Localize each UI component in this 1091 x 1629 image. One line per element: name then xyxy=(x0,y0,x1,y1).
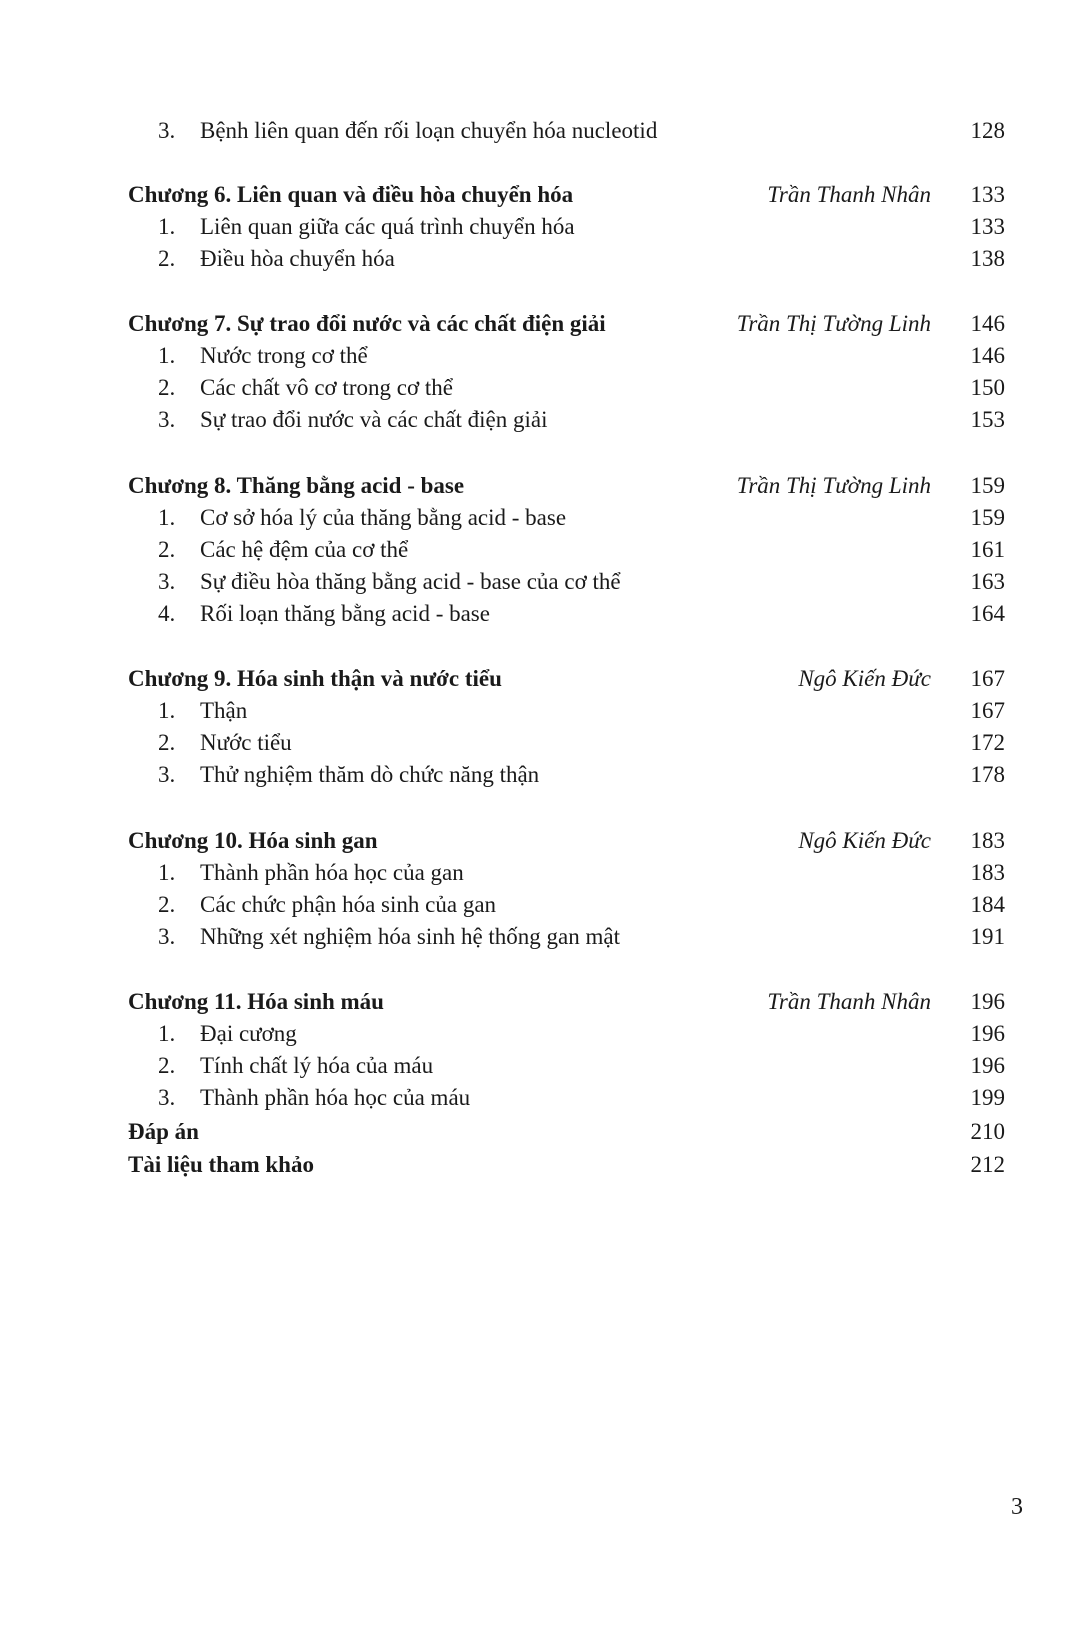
references-title: Tài liệu tham khảo xyxy=(128,1152,314,1177)
item-page: 163 xyxy=(970,569,1005,594)
item-number: 4. xyxy=(158,601,176,626)
item-number: 3. xyxy=(158,1085,176,1110)
item-page: 164 xyxy=(970,601,1005,626)
chapter-title: Chương 9. Hóa sinh thận và nước tiểu xyxy=(128,666,502,691)
item-page: 191 xyxy=(970,924,1005,949)
toc-item xyxy=(0,1017,1091,1051)
item-page: 146 xyxy=(970,343,1005,368)
chapter-title: Chương 10. Hóa sinh gan xyxy=(128,828,378,853)
item-page: 138 xyxy=(970,246,1005,271)
toc-item xyxy=(0,1081,1091,1115)
toc-item xyxy=(0,694,1091,728)
chapter-heading xyxy=(0,307,1091,341)
toc-item xyxy=(0,114,1091,148)
toc-item xyxy=(0,339,1091,373)
item-number: 2. xyxy=(158,246,176,271)
item-number: 1. xyxy=(158,860,176,885)
answers-page: 210 xyxy=(970,1119,1005,1144)
item-number: 1. xyxy=(158,505,176,530)
item-page: 196 xyxy=(970,1053,1005,1078)
item-number: 2. xyxy=(158,375,176,400)
toc-item xyxy=(0,501,1091,535)
item-label: Thành phần hóa học của gan xyxy=(200,860,464,885)
chapter-page: 196 xyxy=(970,989,1005,1014)
toc-item xyxy=(0,210,1091,244)
item-label: Thành phần hóa học của máu xyxy=(200,1085,471,1110)
item-number: 1. xyxy=(158,1021,176,1046)
chapter-heading xyxy=(0,985,1091,1019)
toc-item xyxy=(0,403,1091,437)
item-label: Nước trong cơ thể xyxy=(200,343,368,368)
chapter-heading xyxy=(0,824,1091,858)
item-page: 199 xyxy=(970,1085,1005,1110)
toc-item xyxy=(0,533,1091,567)
toc-item xyxy=(0,371,1091,405)
chapter-author: Trần Thị Tường Linh xyxy=(736,473,931,498)
item-page: 161 xyxy=(970,537,1005,562)
item-page: 184 xyxy=(970,892,1005,917)
chapter-title: Chương 7. Sự trao đổi nước và các chất điện giải xyxy=(128,311,606,336)
item-page: 133 xyxy=(970,214,1005,239)
item-label: Nước tiểu xyxy=(200,730,292,755)
item-label: Cơ sở hóa lý của thăng bằng acid - base xyxy=(200,505,567,530)
item-label: Các chức phận hóa sinh của gan xyxy=(200,892,497,917)
references-entry xyxy=(0,1148,1091,1182)
chapter-heading xyxy=(0,178,1091,212)
item-page: 172 xyxy=(970,730,1005,755)
item-label: Tính chất lý hóa của máu xyxy=(200,1053,434,1078)
item-number: 1. xyxy=(158,698,176,723)
answers-title: Đáp án xyxy=(128,1119,199,1144)
chapter-author: Trần Thị Tường Linh xyxy=(736,311,931,336)
item-number: 3. xyxy=(158,407,176,432)
toc-item xyxy=(0,597,1091,631)
chapter-author: Trần Thanh Nhân xyxy=(767,989,931,1014)
chapter-heading xyxy=(0,662,1091,696)
chapter-heading xyxy=(0,469,1091,503)
item-number: 3. xyxy=(158,569,176,594)
item-page: 150 xyxy=(970,375,1005,400)
toc-item xyxy=(0,888,1091,922)
chapter-page: 167 xyxy=(970,666,1005,691)
item-label: Điều hòa chuyển hóa xyxy=(200,246,395,271)
item-number: 2. xyxy=(158,730,176,755)
item-page: 128 xyxy=(970,118,1005,143)
item-number: 3. xyxy=(158,762,176,787)
chapter-title: Chương 6. Liên quan và điều hòa chuyển hóa xyxy=(128,182,574,207)
item-label: Sự trao đổi nước và các chất điện giải xyxy=(200,407,548,432)
chapter-author: Ngô Kiến Đức xyxy=(798,828,931,853)
item-number: 1. xyxy=(158,343,176,368)
item-page: 183 xyxy=(970,860,1005,885)
item-number: 2. xyxy=(158,1053,176,1078)
chapter-page: 159 xyxy=(970,473,1005,498)
item-page: 153 xyxy=(970,407,1005,432)
page-number: 3 xyxy=(1011,1494,1023,1520)
item-number: 1. xyxy=(158,214,176,239)
item-label: Các chất vô cơ trong cơ thể xyxy=(200,375,453,400)
toc-item xyxy=(0,565,1091,599)
item-number: 3. xyxy=(158,118,176,143)
item-label: Những xét nghiệm hóa sinh hệ thống gan mật xyxy=(200,924,621,949)
item-label: Sự điều hòa thăng bằng acid - base của cơ thể xyxy=(200,569,621,594)
item-page: 159 xyxy=(970,505,1005,530)
item-label: Rối loạn thăng bằng acid - base xyxy=(200,601,490,626)
item-number: 2. xyxy=(158,537,176,562)
toc-item xyxy=(0,856,1091,890)
toc-item xyxy=(0,920,1091,954)
item-label: Thử nghiệm thăm dò chức năng thận xyxy=(200,762,540,787)
item-label: Liên quan giữa các quá trình chuyển hóa xyxy=(200,214,575,239)
answers-entry xyxy=(0,1115,1091,1149)
item-label: Bệnh liên quan đến rối loạn chuyển hóa nucleotid xyxy=(200,118,658,143)
chapter-page: 146 xyxy=(970,311,1005,336)
toc-item xyxy=(0,758,1091,792)
item-label: Các hệ đệm của cơ thể xyxy=(200,537,409,562)
item-label: Thận xyxy=(200,698,248,723)
chapter-author: Ngô Kiến Đức xyxy=(798,666,931,691)
chapter-page: 133 xyxy=(970,182,1005,207)
references-page: 212 xyxy=(970,1152,1005,1177)
toc-item xyxy=(0,242,1091,276)
item-label: Đại cương xyxy=(200,1021,297,1046)
toc-item xyxy=(0,726,1091,760)
toc-item xyxy=(0,1049,1091,1083)
item-number: 3. xyxy=(158,924,176,949)
item-page: 196 xyxy=(970,1021,1005,1046)
item-number: 2. xyxy=(158,892,176,917)
chapter-author: Trần Thanh Nhân xyxy=(767,182,931,207)
item-page: 167 xyxy=(970,698,1005,723)
chapter-page: 183 xyxy=(970,828,1005,853)
chapter-title: Chương 8. Thăng bằng acid - base xyxy=(128,473,465,498)
item-page: 178 xyxy=(970,762,1005,787)
chapter-title: Chương 11. Hóa sinh máu xyxy=(128,989,384,1014)
